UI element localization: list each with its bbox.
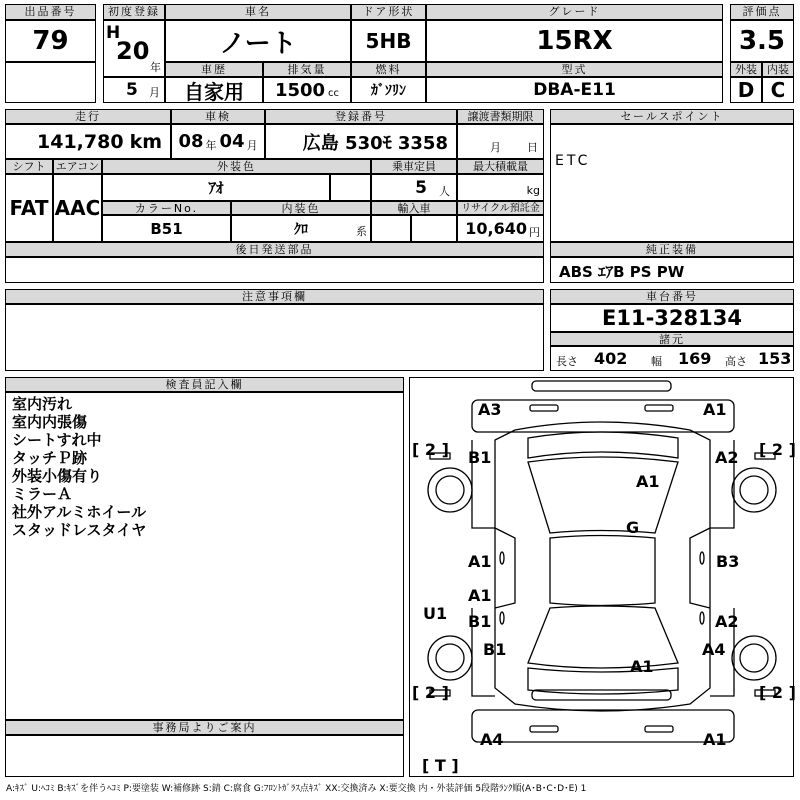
capacity-unit: 人 bbox=[439, 184, 450, 198]
first-reg-year-cell bbox=[103, 20, 165, 77]
damage-label: [ T ] bbox=[422, 756, 459, 775]
mileage-unit: km bbox=[129, 130, 162, 153]
caution-cell bbox=[5, 304, 544, 371]
damage-label: A1 bbox=[703, 730, 727, 749]
first-reg-year-unit: 年 bbox=[150, 61, 161, 74]
later-parts-cell bbox=[5, 257, 544, 283]
int-score-value: C bbox=[762, 77, 794, 103]
recycle-cell bbox=[457, 215, 544, 242]
max-load-unit: kg bbox=[526, 184, 540, 197]
height-value: 153 bbox=[758, 349, 792, 368]
first-reg-month-unit: 月 bbox=[149, 86, 160, 99]
inspection-year: 08 bbox=[178, 131, 204, 152]
score-value: 3.5 bbox=[730, 20, 794, 62]
dims-header: 諸元 bbox=[550, 332, 794, 346]
height-label: 高さ bbox=[725, 355, 747, 368]
fuel-header: 燃料 bbox=[351, 62, 426, 77]
note-line: 社外アルミホイール bbox=[12, 503, 147, 521]
damage-label: A1 bbox=[468, 586, 492, 605]
transfer-cell bbox=[457, 124, 544, 159]
damage-label: [ 2 ] bbox=[412, 440, 449, 459]
genuine-cell bbox=[550, 257, 794, 283]
recycle-value: 10,640 bbox=[465, 219, 527, 238]
damage-label: G bbox=[626, 518, 640, 537]
aircon-value: AAC bbox=[53, 174, 102, 242]
damage-label: A3 bbox=[478, 400, 502, 419]
history-value: 自家用 bbox=[165, 77, 263, 103]
color-no-value: B51 bbox=[102, 215, 231, 242]
max-load-cell bbox=[457, 174, 544, 201]
car-name-value: ノート bbox=[165, 20, 351, 62]
model-header: 型式 bbox=[426, 62, 723, 77]
office-header: 事務局よりご案内 bbox=[5, 720, 404, 735]
first-reg-year: 20 bbox=[116, 37, 150, 65]
chassis-header: 車台番号 bbox=[550, 289, 794, 304]
transfer-month-unit: 月 bbox=[490, 141, 501, 154]
chassis-value: E11-328134 bbox=[550, 304, 794, 332]
note-line: 室内内張傷 bbox=[12, 413, 88, 431]
office-cell bbox=[5, 735, 404, 777]
damage-label: [ 2 ] bbox=[759, 683, 796, 702]
note-line: スタッドレスタイヤ bbox=[12, 521, 147, 539]
mileage-header: 走行 bbox=[5, 109, 171, 124]
damage-label: [ 2 ] bbox=[759, 440, 796, 459]
legend-text: A:ｷｽﾞ U:ﾍｺﾐ B:ｷｽﾞを伴うﾍｺﾐ P:要塗装 W:補修跡 S:錆 C:腐食 G:ﾌﾛﾝﾄｶﾞﾗｽ点ｷｽﾞ XX:交換済み X:要交換 内・外装評価 5段階ﾗﾝｸ順(A･B･C･D･E) 1 bbox=[6, 784, 587, 794]
import-cell-b bbox=[411, 215, 457, 242]
grade-value: 15RX bbox=[426, 20, 723, 62]
aircon-header: エアコン bbox=[53, 159, 102, 174]
note-line: 室内汚れ bbox=[12, 395, 73, 413]
color-no-header: カラーNo. bbox=[102, 201, 231, 215]
sales-point-header: セールスポイント bbox=[550, 109, 794, 124]
width-value: 169 bbox=[678, 349, 712, 368]
note-line: タッチＰ跡 bbox=[12, 449, 88, 467]
capacity-cell bbox=[371, 174, 457, 201]
displacement-unit: cc bbox=[328, 87, 340, 99]
width-label: 幅 bbox=[651, 355, 662, 368]
inspection-header: 車検 bbox=[171, 109, 265, 124]
damage-label: A2 bbox=[715, 448, 739, 467]
plate-value: 広島 530ﾓ 3358 bbox=[265, 124, 457, 159]
import-header: 輸入車 bbox=[371, 201, 457, 215]
note-line: ミラーＡ bbox=[12, 485, 73, 503]
note-line: 外装小傷有り bbox=[12, 467, 103, 485]
first-reg-era: H bbox=[106, 23, 121, 43]
damage-label: A4 bbox=[702, 640, 726, 659]
length-value: 402 bbox=[594, 349, 628, 368]
car-outline bbox=[410, 378, 793, 776]
inspector-notes bbox=[5, 392, 404, 720]
damage-label: A1 bbox=[630, 657, 654, 676]
ext-color-extra bbox=[330, 174, 371, 201]
lot-blank bbox=[5, 62, 96, 103]
capacity-value: 5 bbox=[415, 177, 427, 198]
car-name-header: 車名 bbox=[165, 4, 351, 20]
history-header: 車歴 bbox=[165, 62, 263, 77]
genuine-header: 純正装備 bbox=[550, 242, 794, 257]
damage-label: B1 bbox=[468, 448, 492, 467]
inspector-header: 検査員記入欄 bbox=[5, 377, 404, 392]
length-label: 長さ bbox=[556, 355, 578, 368]
sales-point-cell bbox=[550, 124, 794, 242]
door-value: 5HB bbox=[351, 20, 426, 62]
ext-color-header: 外装色 bbox=[102, 159, 371, 174]
grade-header: グレード bbox=[426, 4, 723, 20]
lot-header: 出品番号 bbox=[5, 4, 96, 20]
damage-label: A2 bbox=[715, 612, 739, 631]
int-color-header: 内装色 bbox=[231, 201, 371, 215]
fuel-value: ｶﾞｿﾘﾝ bbox=[351, 77, 426, 103]
car-diagram bbox=[409, 377, 794, 777]
int-color-value: ｸﾛ bbox=[294, 221, 308, 238]
later-parts-header: 後日発送部品 bbox=[5, 242, 544, 257]
shift-header: シフト bbox=[5, 159, 53, 174]
inspection-year-unit: 年 bbox=[205, 138, 217, 152]
mileage-value: 141,780 bbox=[37, 130, 124, 153]
damage-label: A1 bbox=[703, 400, 727, 419]
ext-score-header: 外装 bbox=[730, 62, 762, 77]
dims-cell bbox=[550, 346, 794, 371]
displacement-value: 1500 bbox=[274, 79, 326, 101]
plate-header: 登録番号 bbox=[265, 109, 457, 124]
damage-label: B1 bbox=[483, 640, 507, 659]
caution-header: 注意事項欄 bbox=[5, 289, 544, 304]
note-line: シートすれ中 bbox=[12, 431, 102, 449]
damage-label: B1 bbox=[468, 612, 492, 631]
door-header: ドア形状 bbox=[351, 4, 426, 20]
shift-value: FAT bbox=[5, 174, 53, 242]
sales-point-value: ETC bbox=[555, 153, 591, 169]
recycle-header: リサイクル預託金 bbox=[457, 201, 544, 215]
inspection-month-unit: 月 bbox=[246, 138, 258, 152]
inspection-cell bbox=[171, 124, 265, 159]
ext-score-value: D bbox=[730, 77, 762, 103]
first-reg-month: 5 bbox=[126, 80, 138, 100]
ext-color-value: ｱｵ bbox=[102, 174, 330, 201]
displacement-header: 排気量 bbox=[263, 62, 351, 77]
model-value: DBA-E11 bbox=[426, 77, 723, 103]
int-color-unit: 系 bbox=[356, 225, 367, 238]
mileage-cell bbox=[5, 124, 171, 159]
genuine-value: ABS ｴｱB PS PW bbox=[559, 263, 685, 281]
int-color-cell bbox=[231, 215, 371, 242]
transfer-day-unit: 日 bbox=[527, 141, 538, 154]
first-reg-header: 初度登録 bbox=[103, 4, 165, 20]
import-cell-a bbox=[371, 215, 411, 242]
displacement-cell bbox=[263, 77, 351, 103]
capacity-header: 乗車定員 bbox=[371, 159, 457, 174]
lot-value: 79 bbox=[5, 20, 96, 62]
score-header: 評価点 bbox=[730, 4, 794, 20]
damage-label: [ 2 ] bbox=[412, 683, 449, 702]
inspection-month: 04 bbox=[219, 131, 245, 152]
int-score-header: 内装 bbox=[762, 62, 794, 77]
damage-label: A1 bbox=[636, 472, 660, 491]
transfer-header: 譲渡書類期限 bbox=[457, 109, 544, 124]
damage-label: A1 bbox=[468, 552, 492, 571]
first-reg-month-cell bbox=[103, 77, 165, 103]
damage-label: B3 bbox=[716, 552, 740, 571]
damage-label: A4 bbox=[480, 730, 504, 749]
recycle-unit: 円 bbox=[529, 225, 540, 239]
max-load-header: 最大積載量 bbox=[457, 159, 544, 174]
damage-label: U1 bbox=[423, 604, 448, 623]
